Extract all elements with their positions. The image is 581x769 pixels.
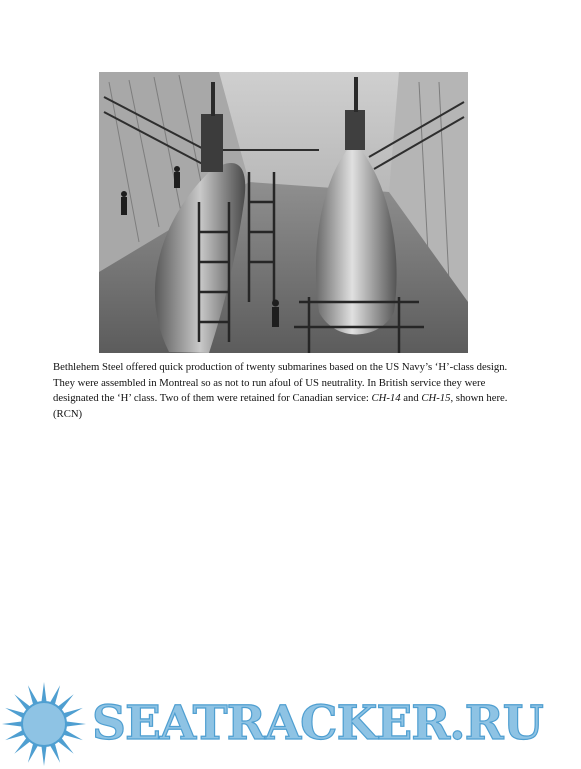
boat-name-ch15: CH-15: [421, 392, 451, 405]
seatracker-watermark: [0, 680, 581, 769]
sun-ray: [63, 730, 83, 740]
caption-text-start: Bethlehem Steel offered quick production of twenty submarines based on the US Navy’s ‘H’-class design. They were assembled in Montreal so as not to run afoul of US neutrality. In British service they were designated the ‘H’ class. Two of them were retained for Canadian service:: [53, 361, 508, 405]
sun-ray: [5, 708, 25, 718]
sun-ray: [28, 743, 38, 763]
sun-ray: [5, 730, 25, 740]
sun-ray: [28, 685, 38, 705]
sun-burst-icon: [0, 680, 90, 769]
photo-caption: [53, 360, 523, 422]
photo-drawing: [99, 72, 468, 353]
caption-conjunction: and: [400, 392, 422, 405]
submarine-construction-photo: [99, 72, 468, 353]
sun-ray: [66, 721, 86, 726]
caption-text-end: , shown here. (RCN): [53, 392, 508, 420]
watermark-text: SEATRACKER.RU: [92, 696, 543, 751]
sun-ray: [41, 746, 46, 766]
sun-ray: [2, 721, 22, 726]
sun-ray: [63, 708, 83, 718]
sun-ray: [50, 685, 60, 705]
sun-ray: [50, 743, 60, 763]
sun-ray: [41, 682, 46, 702]
boat-name-ch14: CH-14: [371, 392, 401, 405]
